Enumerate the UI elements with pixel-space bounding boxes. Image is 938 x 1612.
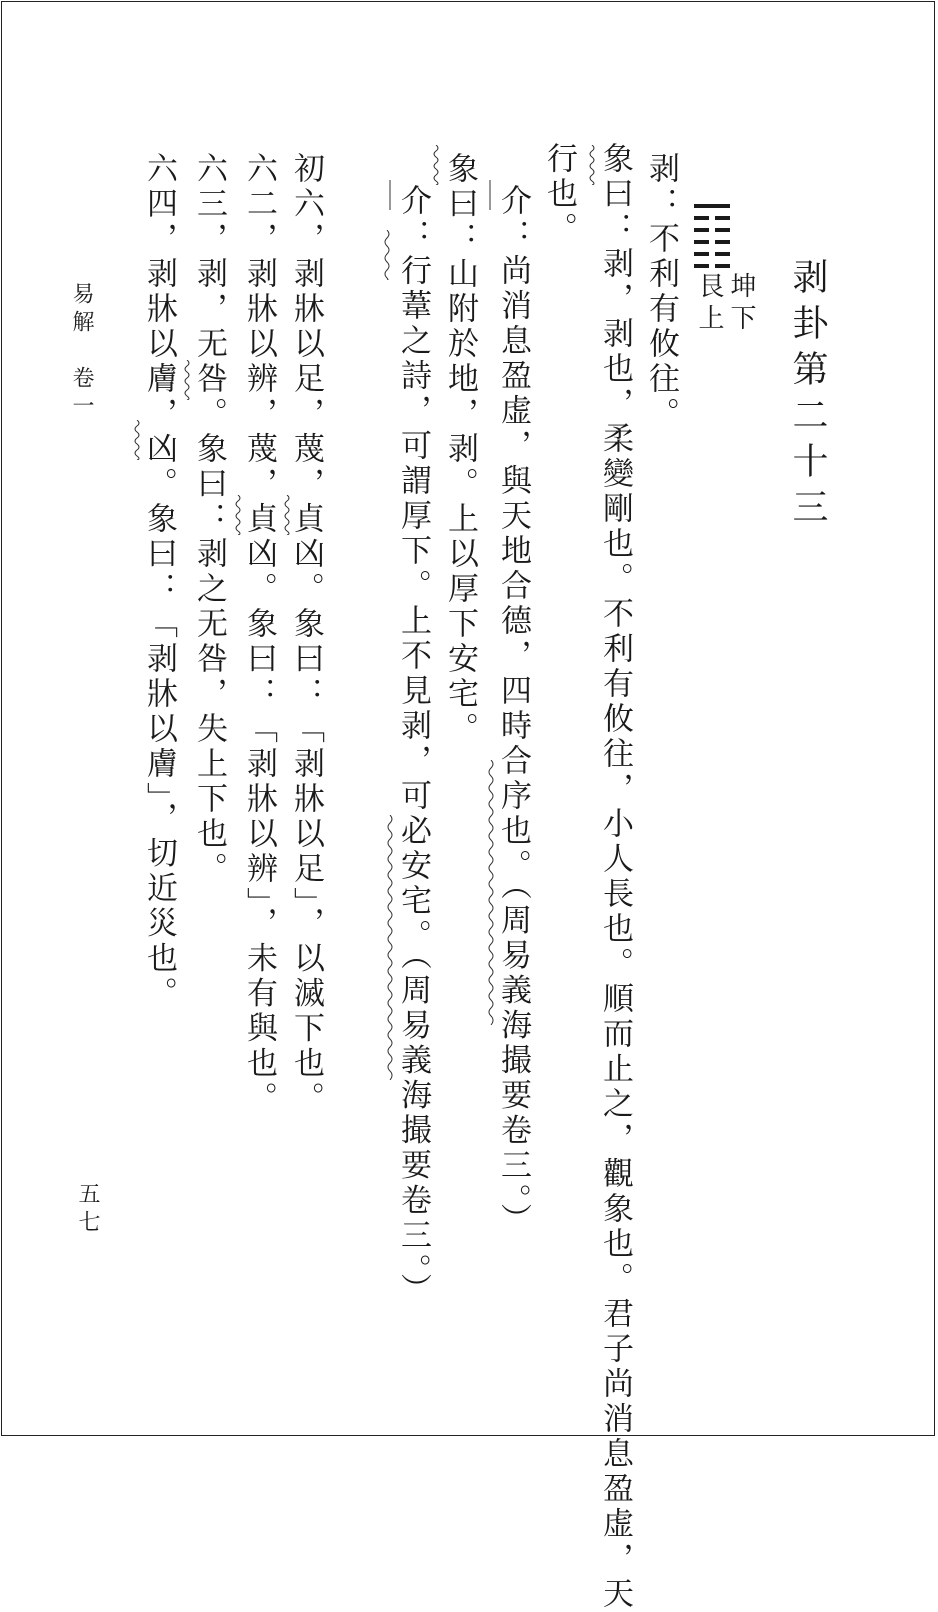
text-column-7: 初六，剥牀以足，蔑，貞凶。象曰：「剥牀以足」，以滅下也。 <box>288 152 324 1117</box>
wavy-mark <box>386 815 394 1080</box>
text-column-10: 六四，剥牀以膚，凶。象曰：「剥牀以膚」，切近災也。 <box>141 152 177 1012</box>
running-footer: 易解 卷一 <box>69 282 94 422</box>
trigram-lower-label: 坤下 <box>726 272 756 336</box>
text-column-6: 介：行葦之詩，可謂厚下。上不見剥，可必安宅。（周易義海撮要卷三。） <box>395 184 431 1308</box>
text-column-1: 剥：不利有攸往。 <box>643 152 679 432</box>
wavy-mark <box>234 495 242 535</box>
wavy-mark <box>486 180 494 210</box>
hexagram-symbol <box>694 204 730 268</box>
chapter-title: 剥卦第二十三 <box>787 258 828 534</box>
wavy-mark <box>133 420 141 460</box>
text-column-5: 象曰：山附於地，剥。上以厚下安宅。 <box>442 152 478 747</box>
wavy-mark <box>283 495 291 535</box>
text-column-8: 六二，剥牀以辨，蔑，貞凶。象曰：「剥牀以辨」，未有與也。 <box>241 152 277 1117</box>
wavy-mark <box>183 360 191 400</box>
wavy-mark <box>386 180 394 210</box>
text-column-3: 行也。 <box>541 142 577 247</box>
text-column-4: 介：尚消息盈虚，與天地合德，四時合序也。（周易義海撮要卷三。） <box>495 184 531 1238</box>
trigram-upper-label: 艮上 <box>694 272 724 336</box>
wavy-mark <box>432 145 440 185</box>
wavy-mark <box>487 760 495 1025</box>
wavy-mark <box>383 230 391 280</box>
text-column-2: 象曰：剥，剥也，柔變剛也。不利有攸往，小人長也。順而止之，觀象也。君子尚消息盈虚，天 <box>597 142 633 1612</box>
text-column-9: 六三，剥，无咎。象曰：剥之无咎，失上下也。 <box>191 152 227 887</box>
wavy-mark <box>588 145 596 185</box>
page-number: 五七 <box>75 1182 100 1238</box>
